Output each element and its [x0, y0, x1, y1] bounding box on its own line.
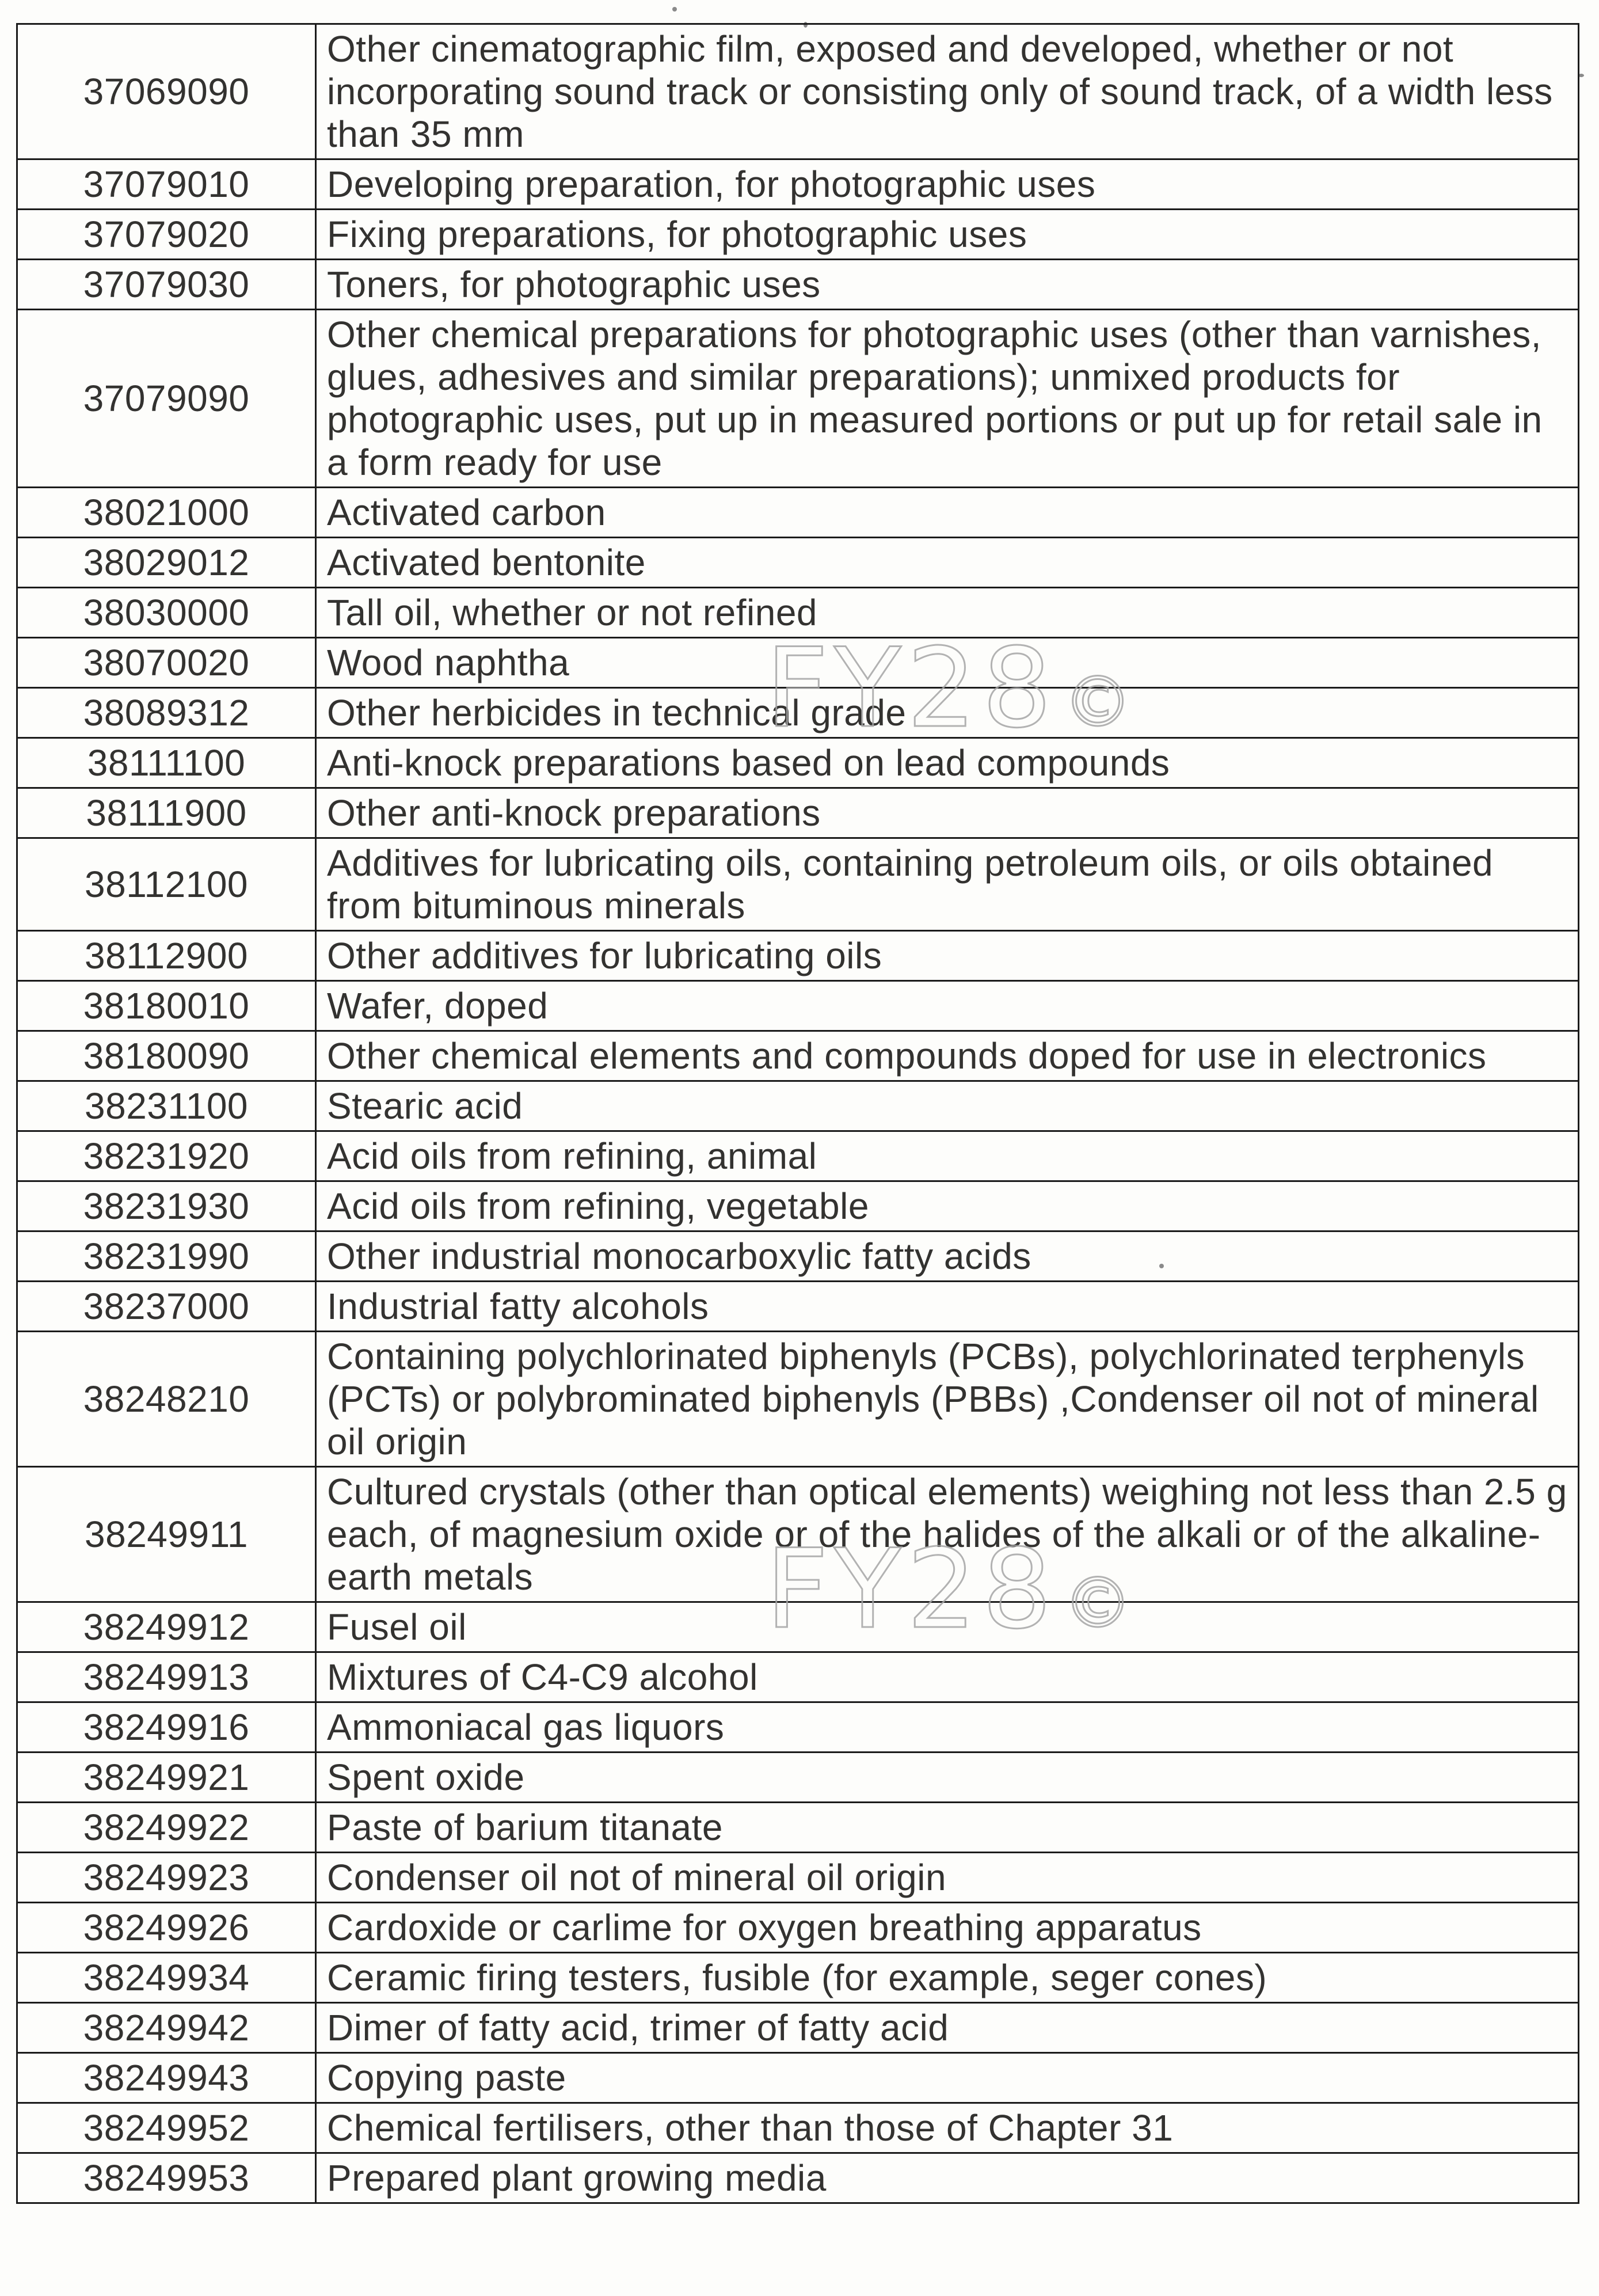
scan-speck [672, 7, 677, 12]
description-cell: Other chemical elements and compounds doped for use in electronics [316, 1031, 1579, 1081]
tariff-code-cell: 38112900 [17, 931, 316, 981]
table-row [17, 159, 1579, 210]
description-cell: Acid oils from refining, animal [316, 1131, 1579, 1181]
table-row [17, 688, 1579, 738]
table-row [17, 638, 1579, 688]
description-cell: Paste of barium titanate [316, 1803, 1579, 1853]
description-cell: Mixtures of C4-C9 alcohol [316, 1652, 1579, 1702]
table-row [17, 2003, 1579, 2053]
description-cell: Activated bentonite [316, 538, 1579, 588]
tariff-code-cell: 38180010 [17, 981, 316, 1031]
description-cell: Additives for lubricating oils, containing petroleum oils, or oils obtained from bituminous minerals [316, 838, 1579, 931]
description-cell: Containing polychlorinated biphenyls (PCBs), polychlorinated terphenyls (PCTs) or polybrominated biphenyls (PBBs) ,Condenser oil not of mineral oil origin [316, 1332, 1579, 1467]
tariff-code-cell: 38249953 [17, 2153, 316, 2203]
description-cell: Acid oils from refining, vegetable [316, 1181, 1579, 1231]
table-row [17, 1652, 1579, 1702]
table-row [17, 1753, 1579, 1803]
description-cell: Fusel oil [316, 1602, 1579, 1652]
tariff-code-cell: 38249926 [17, 1903, 316, 1953]
table-row [17, 1231, 1579, 1282]
table-row [17, 260, 1579, 310]
table-row [17, 310, 1579, 488]
table-row [17, 1081, 1579, 1131]
description-cell: Developing preparation, for photographic uses [316, 159, 1579, 210]
description-cell: Ammoniacal gas liquors [316, 1702, 1579, 1753]
table-row [17, 1282, 1579, 1332]
tariff-code-cell: 37069090 [17, 24, 316, 159]
watermark-text: FY28 [766, 625, 1058, 752]
description-cell: Anti-knock preparations based on lead compounds [316, 738, 1579, 788]
tariff-code-cell: 38111100 [17, 738, 316, 788]
table-row [17, 1031, 1579, 1081]
tariff-code-cell: 38231930 [17, 1181, 316, 1231]
tariff-code-cell: 38231100 [17, 1081, 316, 1131]
description-cell: Fixing preparations, for photographic uses [316, 210, 1579, 260]
table-row [17, 1602, 1579, 1652]
tariff-code-cell: 38029012 [17, 538, 316, 588]
tariff-table-body [17, 24, 1579, 2203]
tariff-code-cell: 37079030 [17, 260, 316, 310]
tariff-code-cell: 38112100 [17, 838, 316, 931]
tariff-code-cell: 38111900 [17, 788, 316, 838]
table-row [17, 1181, 1579, 1231]
table-row [17, 981, 1579, 1031]
tariff-code-cell: 38030000 [17, 588, 316, 638]
tariff-code-cell: 37079010 [17, 159, 316, 210]
tariff-code-cell: 38249913 [17, 1652, 316, 1702]
tariff-code-cell: 37079090 [17, 310, 316, 488]
tariff-code-cell: 38180090 [17, 1031, 316, 1081]
tariff-code-cell: 38249952 [17, 2103, 316, 2153]
description-cell: Spent oxide [316, 1753, 1579, 1803]
table-row [17, 1803, 1579, 1853]
description-cell: Activated carbon [316, 488, 1579, 538]
table-row [17, 1467, 1579, 1602]
table-row [17, 2103, 1579, 2153]
tariff-code-cell: 38249912 [17, 1602, 316, 1652]
tariff-code-cell: 38231990 [17, 1231, 316, 1282]
table-row [17, 1953, 1579, 2003]
table-row [17, 210, 1579, 260]
tariff-code-cell: 38237000 [17, 1282, 316, 1332]
tariff-code-cell: 38021000 [17, 488, 316, 538]
table-row [17, 1702, 1579, 1753]
tariff-code-cell: 38249922 [17, 1803, 316, 1853]
description-cell: Other chemical preparations for photographic uses (other than varnishes, glues, adhesives and similar preparations); unmixed products for photographic uses, put up in measured portions or put up for retail sale in a form ready for use [316, 310, 1579, 488]
table-row [17, 1131, 1579, 1181]
description-cell: Cardoxide or carlime for oxygen breathing apparatus [316, 1903, 1579, 1953]
description-cell: Wood naphtha [316, 638, 1579, 688]
table-row [17, 738, 1579, 788]
table-row [17, 2153, 1579, 2203]
description-cell: Chemical fertilisers, other than those of Chapter 31 [316, 2103, 1579, 2153]
table-row [17, 788, 1579, 838]
tariff-code-cell: 38249921 [17, 1753, 316, 1803]
tariff-code-cell: 38248210 [17, 1332, 316, 1467]
description-cell: Industrial fatty alcohols [316, 1282, 1579, 1332]
tariff-code-cell: 38231920 [17, 1131, 316, 1181]
watermark-text: FY28 [766, 1526, 1058, 1653]
watermark-mark-icon: © [1063, 663, 1139, 743]
tariff-code-cell: 37079020 [17, 210, 316, 260]
description-cell: Wafer, doped [316, 981, 1579, 1031]
description-cell: Ceramic firing testers, fusible (for example, seger cones) [316, 1953, 1579, 2003]
tariff-code-cell: 38249943 [17, 2053, 316, 2103]
table-row [17, 488, 1579, 538]
description-cell: Other herbicides in technical grade [316, 688, 1579, 738]
description-cell: Stearic acid [316, 1081, 1579, 1131]
tariff-code-cell: 38070020 [17, 638, 316, 688]
tariff-code-cell: 38089312 [17, 688, 316, 738]
table-row [17, 2053, 1579, 2103]
description-cell: Condenser oil not of mineral oil origin [316, 1853, 1579, 1903]
watermark-mark-icon: © [1063, 1564, 1139, 1644]
table-row [17, 1332, 1579, 1467]
tariff-code-cell: 38249916 [17, 1702, 316, 1753]
tariff-code-cell: 38249911 [17, 1467, 316, 1602]
description-cell: Other anti-knock preparations [316, 788, 1579, 838]
table-row [17, 538, 1579, 588]
description-cell: Other additives for lubricating oils [316, 931, 1579, 981]
table-row [17, 588, 1579, 638]
description-cell: Dimer of fatty acid, trimer of fatty acid [316, 2003, 1579, 2053]
table-row [17, 24, 1579, 159]
tariff-code-table [16, 23, 1579, 2204]
table-row [17, 1903, 1579, 1953]
table-row [17, 1853, 1579, 1903]
table-row [17, 931, 1579, 981]
description-cell: Copying paste [316, 2053, 1579, 2103]
tariff-code-cell: 38249934 [17, 1953, 316, 2003]
tariff-code-cell: 38249923 [17, 1853, 316, 1903]
tariff-code-cell: 38249942 [17, 2003, 316, 2053]
description-cell: Other industrial monocarboxylic fatty acids [316, 1231, 1579, 1282]
description-cell: Toners, for photographic uses [316, 260, 1579, 310]
table-row [17, 838, 1579, 931]
description-cell: Prepared plant growing media [316, 2153, 1579, 2203]
description-cell: Cultured crystals (other than optical elements) weighing not less than 2.5 g each, of magnesium oxide or of the halides of the alkali or of the alkaline-earth metals [316, 1467, 1579, 1602]
description-cell: Other cinematographic film, exposed and developed, whether or not incorporating sound track or consisting only of sound track, of a width less than 35 mm [316, 24, 1579, 159]
description-cell: Tall oil, whether or not refined [316, 588, 1579, 638]
